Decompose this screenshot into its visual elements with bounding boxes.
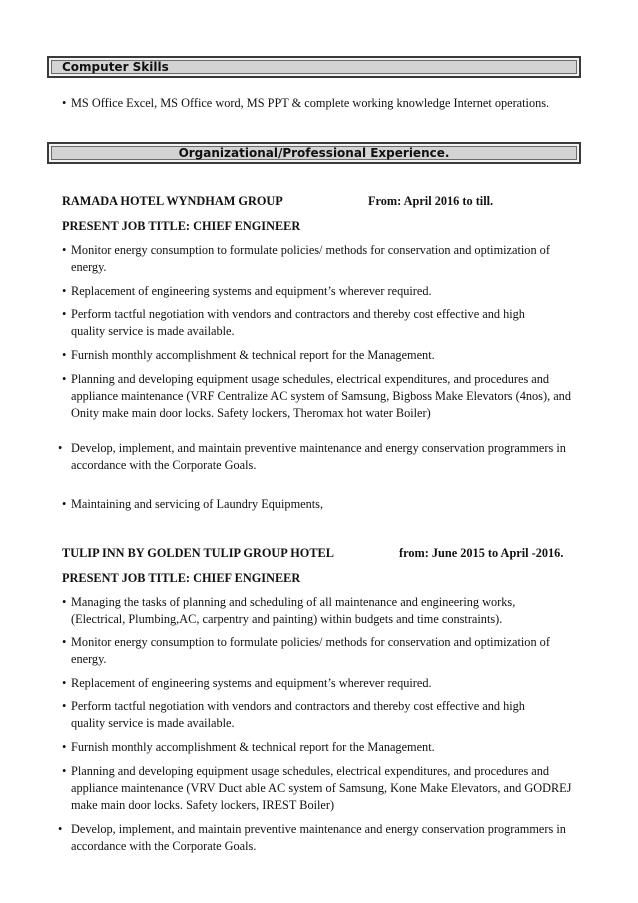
job2-bullet-text: Replacement of engineering systems and equipment’s wherever required. — [71, 676, 432, 690]
job2-bullet-text: Furnish monthly accomplishment & technical report for the Management. — [71, 740, 435, 754]
job2-bullet — [62, 739, 582, 756]
job1-bullet-text: Perform tactful negotiation with vendors and contractors and thereby cost effective and high quality service is made available. — [71, 307, 525, 338]
job2-title: PRESENT JOB TITLE: CHIEF ENGINEER — [62, 571, 301, 585]
job2-bullet-text: Managing the tasks of planning and scheduling of all maintenance and engineering works, (Electrical, Plumbing,AC, carpentry and painting) within budgets and time constraints). — [71, 595, 516, 626]
bullet-icon: • — [62, 497, 67, 511]
job2-heading — [62, 545, 602, 561]
job1-bullet-text: Develop, implement, and maintain preventive maintenance and energy conservation programmers in accordance with the Corporate Goals. — [71, 441, 566, 472]
job1-bullet-text: Planning and developing equipment usage schedules, electrical expenditures, and procedures and appliance maintenance (VRF Centralize AC system of Samsung, Bigboss Make Elevators (4nos), and Onity make main door locks. Safety lockers, Theromax hot water Boiler) — [71, 372, 571, 420]
job1-bullet-text: Maintaining and servicing of Laundry Equipments, — [71, 497, 324, 511]
job1-title: PRESENT JOB TITLE: CHIEF ENGINEER — [62, 219, 301, 233]
bullet-icon: • — [62, 243, 67, 257]
job1-bullet-text: Monitor energy consumption to formulate policies/ methods for conservation and optimization of energy. — [71, 243, 550, 274]
job2-period: from: June 2015 to April -2016. — [399, 546, 564, 560]
computer-skills-item — [62, 95, 592, 112]
bullet-icon: • — [62, 676, 67, 690]
computer-skills-text: MS Office Excel, MS Office word, MS PPT & complete working knowledge Internet operations. — [71, 96, 550, 110]
bullet-icon: • — [62, 307, 67, 321]
job1-period: From: April 2016 to till. — [368, 194, 494, 208]
job1-company: RAMADA HOTEL WYNDHAM GROUP — [62, 194, 283, 208]
job1-bullet-text: Furnish monthly accomplishment & technical report for the Management. — [71, 348, 435, 362]
experience-section-header — [47, 142, 581, 164]
bullet-icon: • — [58, 822, 63, 836]
job2-bullet — [62, 698, 562, 732]
bullet-icon: • — [62, 348, 67, 362]
computer-skills-header — [47, 56, 581, 78]
job1-bullet — [62, 283, 582, 300]
job1-bullet — [62, 242, 582, 276]
job1-bullet — [62, 496, 582, 513]
bullet-icon: • — [62, 740, 67, 754]
job2-bullet-text: Perform tactful negotiation with vendors and contractors and thereby cost effective and high quality service is made available. — [71, 699, 525, 730]
bullet-icon: • — [62, 764, 67, 778]
job2-company: TULIP INN BY GOLDEN TULIP GROUP HOTEL — [62, 546, 334, 560]
job2-bullet-text: Develop, implement, and maintain preventive maintenance and energy conservation programmers in accordance with the Corporate Goals. — [71, 822, 566, 853]
bullet-icon: • — [62, 595, 67, 609]
job2-bullet — [62, 594, 562, 628]
bullet-icon: • — [62, 284, 67, 298]
job2-bullet-text: Planning and developing equipment usage schedules, electrical expenditures, and procedures and appliance maintenance (VRV Duct able AC system of Samsung, Kone Make Elevators, and GODREJ make main door locks. Safety lockers, IREST Boiler) — [71, 764, 572, 812]
job2-bullet — [62, 763, 582, 814]
job1-heading — [62, 193, 602, 209]
computer-skills-title: Computer Skills — [62, 60, 169, 74]
bullet-icon: • — [62, 372, 67, 386]
job1-bullet-text: Replacement of engineering systems and equipment’s wherever required. — [71, 284, 432, 298]
job2-bullet — [62, 675, 582, 692]
job2-bullet — [58, 821, 582, 855]
bullet-icon: • — [62, 699, 67, 713]
bullet-icon: • — [58, 441, 63, 455]
job2-bullet — [62, 634, 582, 668]
job1-bullet — [58, 440, 582, 474]
experience-section-title: Organizational/Professional Experience. — [178, 146, 450, 160]
bullet-icon: • — [62, 96, 67, 110]
job2-bullet-text: Monitor energy consumption to formulate policies/ methods for conservation and optimization of energy. — [71, 635, 550, 666]
job1-bullet — [62, 347, 582, 364]
job1-bullet — [62, 371, 582, 422]
job1-bullet — [62, 306, 562, 340]
bullet-icon: • — [62, 635, 67, 649]
